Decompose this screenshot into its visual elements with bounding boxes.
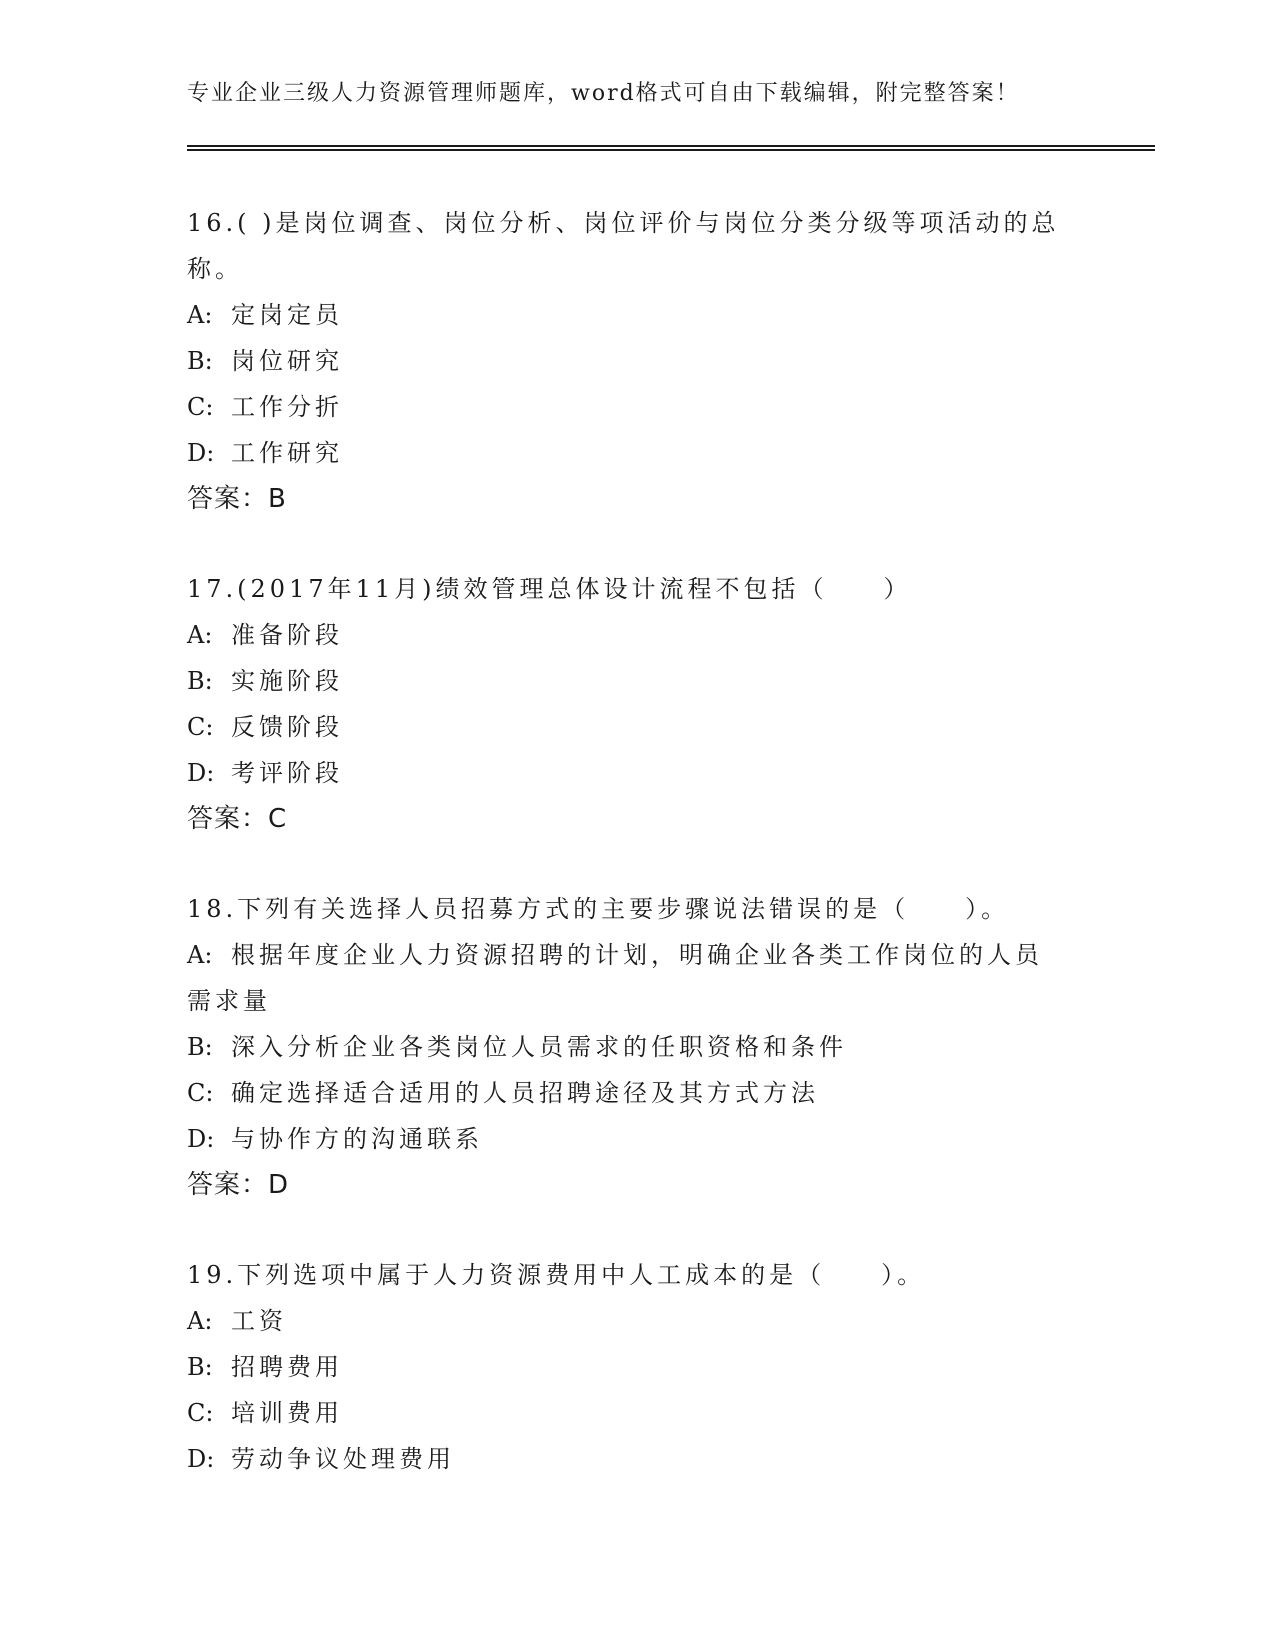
option-text: 根据年度企业人力资源招聘的计划，明确企业各类工作岗位的人员需求量 [187,941,1043,1015]
answer-label: 答案：D [187,1170,290,1200]
option-key: B: [187,347,213,375]
option-d [187,1436,1087,1482]
question-list [187,200,1087,1526]
option-text: 工资 [231,1307,287,1335]
option-b [187,1344,1087,1390]
option-text: 准备阶段 [231,621,343,649]
question-stem: 16.( )是岗位调查、岗位分析、岗位评价与岗位分类分级等项活动的总称。 [187,209,1060,283]
option-text: 培训费用 [231,1399,343,1427]
option-b [187,1024,1087,1070]
option-key: C: [187,1079,214,1107]
option-text: 考评阶段 [231,759,343,787]
option-text: 反馈阶段 [231,713,343,741]
option-key: D: [187,1445,215,1473]
option-key: D: [187,439,215,467]
option-key: C: [187,393,214,421]
option-a [187,612,1087,658]
option-d [187,1116,1087,1162]
question-stem: 17.(2017年11月)绩效管理总体设计流程不包括（ ） [187,575,912,603]
option-key: A: [187,1307,213,1335]
option-key: B: [187,667,213,695]
question-stem: 19.下列选项中属于人力资源费用中人工成本的是（ ）。 [187,1261,926,1289]
option-b [187,338,1087,384]
option-text: 招聘费用 [231,1353,343,1381]
option-d [187,750,1087,796]
answer-label: 答案：B [187,484,287,514]
option-c [187,384,1087,430]
option-c [187,704,1087,750]
option-b [187,658,1087,704]
option-key: B: [187,1353,213,1381]
option-key: D: [187,1125,215,1153]
question-19 [187,1252,1087,1482]
option-text: 与协作方的沟通联系 [231,1125,483,1153]
option-key: A: [187,301,213,329]
option-key: D: [187,759,215,787]
option-text: 工作分折 [231,393,343,421]
question-16 [187,200,1087,522]
option-text: 确定选择适合适用的人员招聘途径及其方式方法 [231,1079,819,1107]
option-text: 工作研究 [231,439,343,467]
option-key: A: [187,621,213,649]
option-text: 定岗定员 [231,301,343,329]
answer-label: 答案：C [187,804,288,834]
option-a [187,932,1067,1024]
question-17 [187,566,1087,842]
question-18 [187,886,1087,1208]
option-key: C: [187,713,214,741]
option-key: C: [187,1399,214,1427]
option-text: 岗位研究 [231,347,343,375]
option-c [187,1390,1087,1436]
option-text: 实施阶段 [231,667,343,695]
option-d [187,430,1087,476]
page-header-title: 专业企业三级人力资源管理师题库，word格式可自由下载编辑，附完整答案！ [187,81,1020,106]
option-key: A: [187,941,213,969]
option-text: 劳动争议处理费用 [231,1445,455,1473]
option-key: B: [187,1033,213,1061]
question-stem: 18.下列有关选择人员招募方式的主要步骤说法错误的是（ ）。 [187,895,1010,923]
option-text: 深入分析企业各类岗位人员需求的任职资格和条件 [231,1033,847,1061]
option-a [187,292,1087,338]
header-divider [187,145,1155,151]
option-c [187,1070,1087,1116]
option-a [187,1298,1087,1344]
